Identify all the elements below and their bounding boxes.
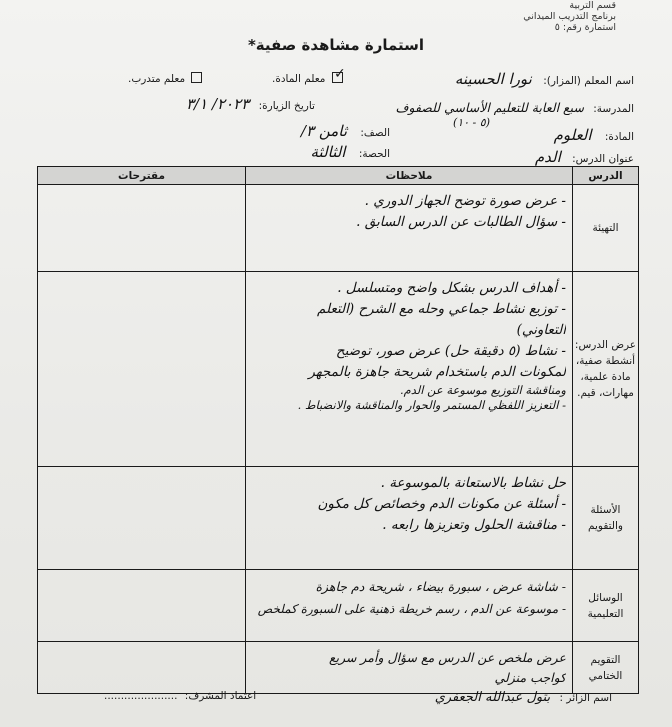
header-lesson: الدرس xyxy=(573,167,639,185)
note-line: ومناقشة التوزيع موسوعة عن الدم. xyxy=(399,383,566,397)
notes-cell[interactable] xyxy=(246,467,573,570)
note-line: كواجب منزلي xyxy=(494,670,566,685)
subject-label: المادة: xyxy=(604,131,634,143)
note-line: - عرض صورة توضح الجهاز الدوري . xyxy=(364,193,566,209)
note-line: - شاشة عرض ، سبورة بيضاء ، شريحة دم جاهزة xyxy=(315,579,566,594)
form-number-text: استمارة رقم: ٥ xyxy=(554,22,616,33)
period-label: الحصة: xyxy=(358,148,390,160)
teacher-row xyxy=(455,70,634,88)
grade-row xyxy=(301,122,390,140)
observation-table xyxy=(37,166,639,694)
table-row xyxy=(38,272,639,467)
notes-cell[interactable] xyxy=(246,185,573,272)
table-header-row xyxy=(38,167,639,185)
grade-value: ثامن ٣/ xyxy=(300,122,348,140)
trainee-checkbox[interactable] xyxy=(191,72,202,83)
department-text: قسم التربية xyxy=(569,0,616,11)
note-line: - سؤال الطالبات عن الدرس السابق . xyxy=(356,214,566,230)
school-row xyxy=(396,100,634,115)
suggestions-cell[interactable] xyxy=(38,185,246,272)
teacher-label: اسم المعلم (المزار): xyxy=(543,75,634,87)
grade-label: الصف: xyxy=(360,127,390,139)
note-line: لمكونات الدم باستخدام شريحة جاهزة بالمجهر xyxy=(308,364,566,380)
row-label-presentation: عرض الدرس: أنشطة صفية، مادة علمية، مهارات، قيم. xyxy=(573,272,639,467)
notes-cell[interactable] xyxy=(246,642,573,694)
header-suggestions: مقترحات xyxy=(38,167,246,185)
note-line: - مناقشة الحلول وتعزيزها رابعه . xyxy=(382,517,566,533)
header-notes: ملاحظات xyxy=(246,167,573,185)
lesson-value: الدم xyxy=(534,148,561,166)
supervisor-label: اعتماد المشرف: xyxy=(184,690,257,702)
note-line: - نشاط (٥ دقيقة حل) عرض صور، توضيح xyxy=(335,343,566,359)
table-row xyxy=(38,570,639,642)
trainee-label: معلم متدرب. xyxy=(128,73,186,85)
subject-teacher-option xyxy=(272,72,343,85)
note-line: - توزيع نشاط جماعي وحله مع الشرح (التعلم xyxy=(317,301,566,317)
lesson-row xyxy=(535,148,634,166)
notes-cell[interactable] xyxy=(246,570,573,642)
suggestions-cell[interactable] xyxy=(38,570,246,642)
school-label: المدرسة: xyxy=(593,103,634,115)
notes-cell[interactable] xyxy=(246,272,573,467)
note-line: حل نشاط بالاستعانة بالموسوعة . xyxy=(380,475,566,491)
row-label-final-assessment: التقويم الختامي xyxy=(573,642,639,694)
subject-teacher-checkbox[interactable] xyxy=(332,72,343,83)
row-label-teaching-aids: الوسائل التعليمية xyxy=(573,570,639,642)
row-label-warmup: التهيئة xyxy=(573,185,639,272)
visitor-signature: بتول عبدالله الجعفري xyxy=(434,690,551,705)
visit-date-value: ٢٠٢٣/ ٣/١ xyxy=(186,95,250,113)
subject-teacher-label: معلم المادة. xyxy=(272,73,326,85)
supervisor-row xyxy=(104,690,256,702)
visit-date-label: تاريخ الزيارة: xyxy=(258,100,315,112)
teacher-value: نورا الحسينه xyxy=(454,70,532,88)
note-line: عرض ملخص عن الدرس مع سؤال وأمر سريع xyxy=(328,650,566,665)
subject-value: العلوم xyxy=(553,126,592,144)
note-line: التعاوني) xyxy=(516,322,566,338)
row-label-assessment: الأسئلة والتقويم xyxy=(573,467,639,570)
suggestions-cell[interactable] xyxy=(38,467,246,570)
suggestions-cell[interactable] xyxy=(38,642,246,694)
supervisor-dots: ...................... xyxy=(104,690,178,702)
subject-row xyxy=(554,126,634,144)
school-grades: (٥ - ١٠) xyxy=(452,116,490,129)
visitor-row xyxy=(435,690,612,705)
period-value: الثالثة xyxy=(310,143,346,161)
note-line: - أهداف الدرس بشكل واضح ومتسلسل . xyxy=(337,280,566,296)
trainee-option xyxy=(128,72,202,85)
note-line: - التعزيز اللفظي المستمر والحوار والمناقشة والانضباط . xyxy=(297,398,566,412)
header-block xyxy=(523,0,616,33)
suggestions-cell[interactable] xyxy=(38,272,246,467)
visit-date-row xyxy=(186,95,315,113)
school-value: سبع العابة للتعليم الأساسي للصفوف xyxy=(395,100,584,115)
table-row xyxy=(38,185,639,272)
table-row xyxy=(38,467,639,570)
note-line: - موسوعة عن الدم ، رسم خريطة ذهنية على السبورة كملخص xyxy=(257,602,566,616)
note-line: - أسئلة عن مكونات الدم وخصائص كل مكون xyxy=(317,496,566,512)
visitor-label: اسم الزائر : xyxy=(559,692,612,704)
page-title: استمارة مشاهدة صفية* xyxy=(247,36,425,54)
table-row xyxy=(38,642,639,694)
period-row xyxy=(311,143,391,161)
program-text: برنامج التدريب الميداني xyxy=(523,11,616,22)
lesson-label: عنوان الدرس: xyxy=(572,153,634,165)
